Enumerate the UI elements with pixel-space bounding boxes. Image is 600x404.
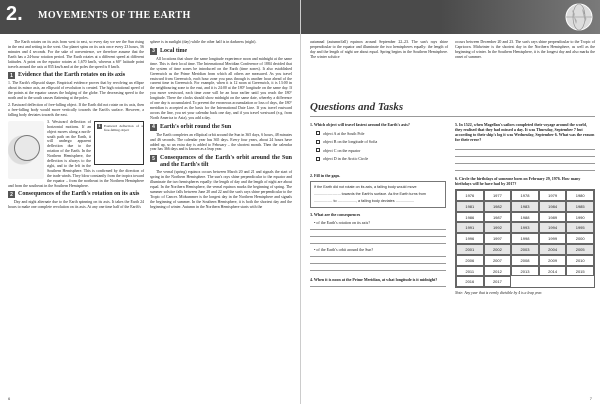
question-2: [310, 173, 446, 178]
checkbox[interactable]: [316, 131, 320, 135]
right-top-column-1: [310, 40, 448, 62]
section-2-continued: sphere is in sunlight (day) while the other half is in darkness (night).: [150, 40, 257, 44]
year-cell[interactable]: 1995: [566, 222, 594, 233]
section-2-heading: [8, 191, 144, 198]
year-cell[interactable]: 2010: [566, 255, 594, 266]
year-cell[interactable]: 2012: [484, 266, 512, 277]
year-cell[interactable]: 2003: [511, 244, 539, 255]
year-cell[interactable]: 1976: [456, 190, 484, 201]
year-cell[interactable]: 2001: [456, 244, 484, 255]
year-cell[interactable]: 2008: [511, 255, 539, 266]
right-page: [300, 0, 600, 404]
year-cell[interactable]: 2011: [456, 266, 484, 277]
question-5: [455, 122, 595, 142]
year-cell[interactable]: 1979: [539, 190, 567, 201]
left-column-1: [8, 40, 144, 212]
answer-line[interactable]: [455, 159, 595, 164]
question-1: [310, 122, 446, 127]
option-label: object A at the South Pole: [323, 130, 365, 136]
answer-option[interactable]: [316, 156, 446, 161]
answer-line[interactable]: [455, 166, 595, 171]
question-3a-text: of the Earth's rotation on its axis?: [316, 220, 371, 225]
evidence-item: 1. The Earth's ellipsoid shape. Empirical evidence proves that by revolving an ellipse about its minor axis, an ellipsoid of revolution is created. The high rotational speed of the points at the equator causes the bulging of the globe. The decreasing speed to the north and to the south causes flattening at the poles.: [8, 81, 144, 101]
answer-line[interactable]: [310, 225, 446, 230]
answer-line[interactable]: [310, 239, 446, 244]
years-grid: [455, 189, 595, 288]
evidence-item: 3. Westward deflection of horizontal motions. If an object moves along a north-south path on the Earth, it will undergo apparent deflection due to the rotation of the Earth. In the Northern Hemisphere, the deflection is always to the right, and to the left in the Southern Hemisphere. This is confirmed by the direction of the trade winds. They blow constantly from the tropics toward the equator – from the northeast in the Northern Hemisphere and from the southeast in the Southern Hemisphere.: [8, 119, 144, 188]
year-cell[interactable]: 2017: [484, 276, 512, 287]
section-5-continued-2: occurs between December 20 and 23. The sun's rays shine perpendicular to the Tropic of Capricorn. Midwinter is the shortest day in the Northern Hemisphere, as well as the beginning of winter. In the Southern Hemisphere, it is the longest day and also marks the onset of summer.: [455, 40, 595, 59]
question-6-text: 6. Circle the birthdays of someone born on February 29, 1976. How many birthdays will he have had by 2017?: [455, 176, 581, 186]
year-cell[interactable]: 2005: [566, 244, 594, 255]
question-3a: • of the Earth's rotation on its axis?: [314, 220, 371, 225]
intro-paragraph: The Earth rotates on its axis from west to east, so every day we see the Sun rising in the east and setting in the west. Our planet spins on its axis once every 23 hours, 56 minutes and 4 seconds. For the sake of convenience, we therefore assume that the Earth has a 24-hour rotation period. The Earth rotates at a different speed at different latitudes. A point on the equator rotates at 1,670 km/h, whereas a 60° latitude point travels around the axis at 835 km/h and at the poles the speed is 0 km/h.: [8, 40, 144, 69]
section-title: Evidence that the Earth rotates on its axis: [18, 72, 126, 79]
questions-title: Questions and Tasks: [310, 101, 404, 113]
questions-column-1: [310, 122, 446, 289]
year-cell[interactable]: 2014: [539, 266, 567, 277]
option-label: object D in the Arctic Circle: [323, 156, 369, 161]
year-cell[interactable]: 2013: [511, 266, 539, 277]
year-cell[interactable]: 2000: [566, 233, 594, 244]
year-cell[interactable]: 1990: [566, 212, 594, 223]
checkbox[interactable]: [316, 157, 320, 161]
globe-icon: [564, 2, 594, 32]
illustration-number: 1: [98, 124, 101, 129]
section-title: Earth's orbit round the Sun: [160, 123, 232, 130]
year-cell[interactable]: 1994: [539, 222, 567, 233]
section-number: 2: [8, 191, 15, 198]
question-3-text: 3. What are the consequences: [310, 212, 361, 217]
illustration-caption: Eastward deflection of a free-falling object: [104, 123, 143, 132]
section-4-heading: [150, 124, 292, 131]
year-cell[interactable]: 2004: [539, 244, 567, 255]
section-5-text: The vernal (spring) equinox occurs between March 20 and 21 and signals the start of spring in the Northern Hemisphere. The sun's rays shine perpendicular to the equator and illuminate the two hemispheres equally: the length of day and the length of night are about equal. In the Northern Hemisphere, the vernal equinox marks the beginning of spring. The summer solstice falls between June 20 and 22 and the sun's rays shine perpendicular to the Tropic of Cancer. Midsummer is the longest day in the Northern Hemisphere and signals the beginning of summer. In the Southern Hemisphere, it is both the shortest day and the beginning of winter. Autumn in the Northern Hemisphere starts with the: [150, 170, 292, 209]
year-cell[interactable]: 1978: [511, 190, 539, 201]
answer-line[interactable]: [310, 259, 446, 264]
right-top-column-2: [455, 40, 595, 62]
section-number: 5: [150, 155, 157, 162]
year-cell[interactable]: 1983: [511, 201, 539, 212]
answer-line[interactable]: [310, 282, 446, 287]
year-cell[interactable]: 1996: [456, 233, 484, 244]
year-cell[interactable]: 1993: [511, 222, 539, 233]
questions-column-2: [455, 122, 595, 295]
answer-line[interactable]: [455, 145, 595, 150]
question-6: [455, 176, 595, 186]
year-cell[interactable]: 1988: [511, 212, 539, 223]
chapter-number: 2.: [6, 3, 23, 25]
year-cell[interactable]: 1977: [484, 190, 512, 201]
page-number: 6: [8, 396, 11, 401]
falling-object-illustration: [8, 121, 44, 179]
question-4-text: 4. When it is noon at the Prime Meridian, at what longitude is it midnight?: [310, 277, 438, 282]
left-column-2: [150, 40, 292, 212]
section-title: Consequences of the Earth's orbit around the Sun and the Earth's tilt: [160, 155, 292, 168]
section-3-heading: [150, 48, 292, 55]
answer-option[interactable]: [316, 131, 446, 136]
question-5-text: 5. In 1522, when Magellan's sailors completed their voyage around the world, they realised that they had missed a day. It was Thursday, September 7 but according to their ship's log it was Wednesday, September 6. What was the reason for their error?: [455, 122, 595, 142]
section-title: Local time: [160, 47, 188, 54]
year-cell[interactable]: 2002: [484, 244, 512, 255]
year-cell[interactable]: 2006: [456, 255, 484, 266]
year-cell[interactable]: 2009: [539, 255, 567, 266]
year-cell[interactable]: 1992: [484, 222, 512, 233]
year-cell[interactable]: 1980: [566, 190, 594, 201]
question-4: [310, 277, 446, 282]
year-cell[interactable]: 1987: [484, 212, 512, 223]
year-cell[interactable]: 1986: [456, 212, 484, 223]
question-2-text: 2. Fill in the gaps.: [310, 173, 341, 178]
section-number: 4: [150, 124, 157, 131]
checkbox[interactable]: [316, 148, 320, 152]
question-3b: • of the Earth's orbit around the Sun?: [314, 247, 374, 252]
year-cell[interactable]: 1998: [511, 233, 539, 244]
answer-option[interactable]: [316, 139, 446, 144]
section-5-heading: [150, 155, 292, 168]
question-1-text: 1. Which object will travel fastest around the Earth's axis?: [310, 122, 410, 127]
section-1-heading: [8, 72, 144, 79]
answer-line[interactable]: [310, 266, 446, 271]
option-label: object B on the longitude of Sofia: [323, 139, 378, 144]
leap-year-note: Note: Any year that is evenly divisible by 4 is a leap year.: [455, 291, 543, 296]
question-3: [310, 212, 446, 217]
evidence-item: 2. Eastward deflection of free-falling object. If the Earth did not rotate on its axis, then a free-falling body would move vertically towards the Earth's surface. However, a falling body deviates towards the east.: [8, 103, 144, 117]
year-cell[interactable]: 1984: [539, 201, 567, 212]
year-cell[interactable]: 1997: [484, 233, 512, 244]
answer-line[interactable]: [455, 152, 595, 157]
year-cell[interactable]: 1981: [456, 201, 484, 212]
year-cell[interactable]: 2007: [484, 255, 512, 266]
answer-line[interactable]: [310, 232, 446, 237]
illustration-caption-box: [94, 121, 144, 165]
answer-line[interactable]: [310, 252, 446, 257]
year-cell[interactable]: 1999: [539, 233, 567, 244]
section-title: Consequences of the Earth's rotation on its axis: [18, 191, 140, 198]
chapter-title: MOVEMENTS OF THE EARTH: [38, 10, 191, 21]
section-number: 1: [8, 72, 15, 79]
fill-in-gaps-box[interactable]: If the Earth did not rotate on its axis, a falling body would move .......................... towards the Earth's surface. As the Earth turns from .................. to .................., a falling body deviates ..................: [310, 181, 446, 208]
year-cell[interactable]: 2016: [456, 276, 484, 287]
checkbox[interactable]: [316, 140, 320, 144]
section-number: 3: [150, 48, 157, 55]
section-3-text: All locations that share the same longitude experience noon and midnight at the same time. This is their local time. The International Meridian Conference of 1884 decided that the system of time zones be introduced on the Earth (time zones). It also established Greenwich as the Prime Meridian from which all others are measured. As you travel eastward from Greenwich, each hour zone you pass through is another hour ahead of the current time in Greenwich. For example, when it is 12 noon at Greenwich, it is 13:00 in the neighbouring zone to the east, and it is 24:00 at the 180° longitude on the same day. If you move westward, each time zone will be an hour earlier until you reach the 180° longitude. There the clocks should show midnight on the same date, whereby a difference of one day is accumulated. To prevent the erroneous accumulation or loss of days, the 180° meridian is accepted as the basis for the International Date Line. If you travel eastward across the line, you set your calendar back one day, and if you travel westward (e.g. from North America to Asia), you add a day.: [150, 56, 292, 120]
section-4-text: The Earth completes an elliptical orbit around the Sun in 365 days, 6 hours, 48 minutes and 46 seconds. The calendar year has 365 days. Every four years, about 24 hours have added up, so an extra day is added to February – the shortest month. Then the calendar year has 366 days and is known as a leap year.: [150, 132, 292, 152]
question-3b-text: of the Earth's orbit around the Sun?: [316, 247, 374, 252]
year-cell[interactable]: 1982: [484, 201, 512, 212]
section-2-text: Day and night alternate due to the Earth spinning on its axis. It takes the Earth 24 hours to make one complete revolution on its axis. At any one time half of the Earth's: [8, 200, 144, 210]
year-cell[interactable]: 2015: [566, 266, 594, 277]
chapter-header: [0, 0, 300, 34]
page-number: 7: [589, 396, 592, 401]
year-cell[interactable]: 1991: [456, 222, 484, 233]
answer-option[interactable]: [316, 148, 446, 153]
year-cell[interactable]: 1985: [566, 201, 594, 212]
questions-divider: [310, 116, 595, 117]
section-5-continued: autumnal (autumn/fall) equinox around September 22–23. The sun's rays shine perpendicular to the equator and illuminate the two hemispheres equally: the length of day and the length of night are about equal. Spring begins in the Southern Hemisphere. The winter solstice: [310, 40, 448, 59]
option-label: object C on the equator: [323, 147, 361, 153]
year-cell[interactable]: 1989: [539, 212, 567, 223]
